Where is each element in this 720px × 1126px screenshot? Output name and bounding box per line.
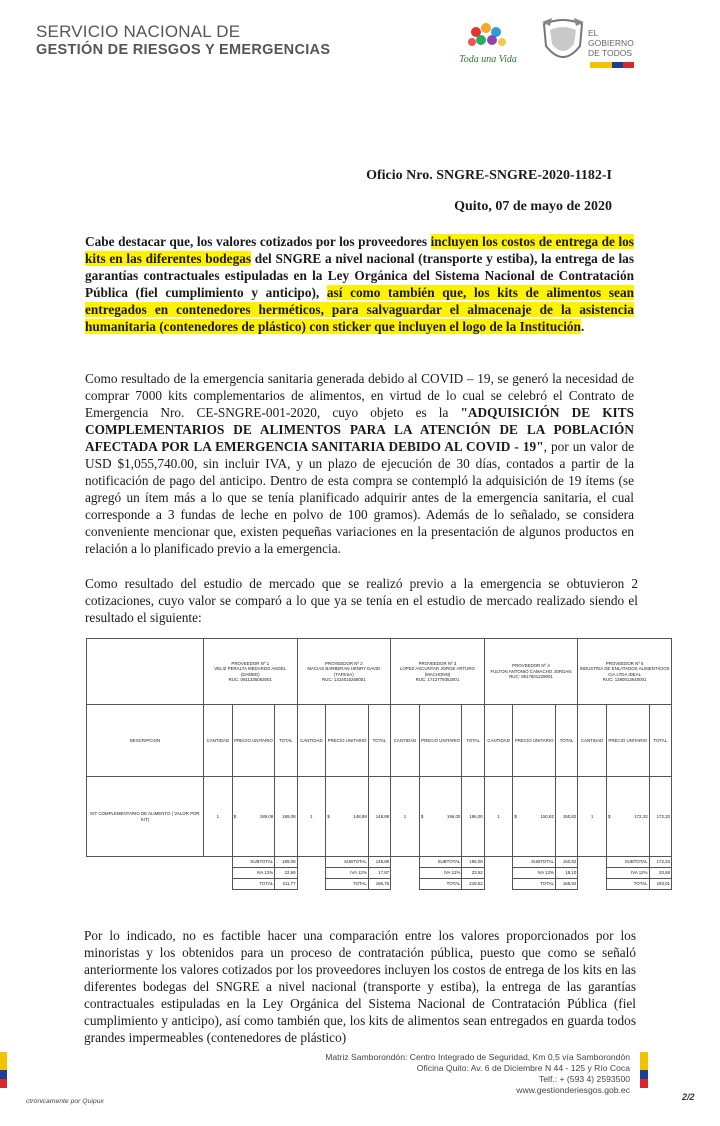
spacer-cell [203, 868, 232, 879]
iva-label: IVA 12% [326, 868, 369, 879]
spacer-cell [297, 868, 326, 879]
spacer-cell [578, 868, 607, 879]
cell-quantity: 1 [578, 777, 607, 857]
subtotal-value: 189,08 [275, 857, 297, 868]
spacer-cell [297, 879, 326, 890]
subtotal-value: 150,82 [555, 857, 577, 868]
p2-contract-object: "ADQUISICIÓN DE KITS COMPLEMENTARIOS DE ALIMENTOS PARA LA ATENCIÓN DE LA POBLACIÓN AFECTADA POR LA EMERGENCIA SANITARIA DEBIDO AL COVID - 19" [85, 405, 634, 454]
iva-label: IVA 12% [232, 868, 275, 879]
footer-address [325, 1052, 630, 1096]
total-label: TOTAL [419, 879, 462, 890]
iva-value: 18,10 [555, 868, 577, 879]
provider-name: MACIAS BARBERAN HENRY DAVID [307, 666, 381, 671]
page-number: 2/2 [682, 1092, 695, 1102]
provider-5-header [578, 639, 672, 705]
p1-highlight-a: incluyen los costos de entrega de los kits en las diferentes bodegas [85, 234, 634, 266]
subtotal-value: 172,33 [649, 857, 671, 868]
iva-value: 17,87 [368, 868, 390, 879]
footer-website: www.gestionderiesgos.gob.ec [516, 1085, 630, 1095]
gov-label-line2: GOBIERNO [588, 38, 634, 48]
column-quantity: CANTIDAD [297, 705, 326, 777]
table-header-columns [87, 705, 672, 777]
spacer-cell [391, 868, 420, 879]
paragraph-4: Por lo indicado, no es factible hacer una comparación entre los valores proporcionados por los minoristas y los obtenidos para un proceso de contratación pública, puesto que como se señaló anteriormente los valores cotizados por los proveedores incluyen los costos de entrega de los kits en las diferentes bodegas del SNGRE a nivel nacional (transporte y estiba), la entrega de las garantías contractuales estipuladas en la Ley Orgánica del Sistema Nacional de Contratación Pública (fiel cumplimiento y anticipo), así como también que, los kits de alimentos sean entregados en guarda todos grandes impermeables (contenedores de plástico) [84, 928, 636, 1045]
provider-alias: (MACHONN) [424, 671, 451, 677]
provider-alias: (TAFESA) [333, 671, 354, 677]
cell-total [649, 777, 671, 857]
subtotal-label: SUBTOTAL [513, 857, 556, 868]
toda-una-vida-logo [458, 20, 518, 74]
org-name-line2: GESTIÓN DE RIESGOS Y EMERGENCIAS [36, 42, 331, 58]
cell-unit-price [232, 777, 275, 857]
currency-sign: $ [327, 813, 330, 819]
flag-stripe [590, 62, 634, 68]
iva-row [87, 868, 672, 879]
ecuador-coat-of-arms-icon [538, 16, 588, 70]
subtotal-label: SUBTOTAL [326, 857, 369, 868]
iva-value: 23,52 [462, 868, 484, 879]
column-unit-price: PRECIO UNITARIO [513, 705, 556, 777]
cell-total [555, 777, 577, 857]
grand-total-value: 193,01 [649, 879, 671, 890]
flag-stripe-right [640, 1052, 648, 1088]
total-row [87, 879, 672, 890]
provider-ruc: RUC: 0917601229001 [509, 674, 553, 680]
provider-alias: (DAMED) [240, 671, 260, 677]
iva-label: IVA 12% [419, 868, 462, 879]
provider-ruc: RUC: 1712779352001 [415, 677, 460, 682]
total-value: 150,82 [562, 813, 577, 819]
subtotal-value: 196,00 [462, 857, 484, 868]
provider-ruc: RUC: 0911335063001 [228, 677, 272, 682]
subtotal-label: SUBTOTAL [606, 857, 649, 868]
provider-ruc: RUC: 1390013640001 [602, 677, 647, 682]
column-description: DESCRIPCION [87, 705, 204, 777]
grand-total-value: 219,52 [462, 879, 484, 890]
currency-sign: $ [233, 813, 237, 819]
item-description: KIT COMPLEMENTARIO DE ALIMENTO ( VALOR POR KIT) [87, 777, 204, 857]
column-unit-price: PRECIO UNITARIO [606, 705, 649, 777]
spacer-cell [297, 857, 326, 868]
government-label [588, 28, 634, 58]
total-value: 172,33 [656, 813, 670, 819]
provider-name: FULTON ANTONIO CAMACHO JORDAN [490, 668, 572, 674]
provider-1-header [203, 639, 297, 705]
total-value: 189,08 [282, 813, 296, 819]
p1-text-b: del SNGRE a nivel nacional (transporte y estiba), la entrega de las garantías contractuales estipuladas en la Ley Orgánica del Sistema Nacional de Contratación Pública (fiel cumplimiento y anticipo), [85, 251, 635, 300]
spacer-cell [484, 868, 513, 879]
total-label: TOTAL [326, 879, 369, 890]
provider-title: PROVEEDOR Nº 4 [512, 663, 550, 669]
grand-total-value: 168,92 [555, 879, 577, 890]
column-total: TOTAL [368, 705, 390, 777]
column-total: TOTAL [649, 705, 671, 777]
spacer-cell [87, 879, 204, 890]
spacer-cell [484, 879, 513, 890]
iva-value: 22,69 [275, 868, 297, 879]
p1-highlight-b: así como también que, los kits de alimentos sean entregados en contenedores herméticos, para salvaguardar el almacenaje de la asistencia humanitaria (contenedores de plástico) con sticker que incluyen el logo de la Institución [85, 285, 634, 334]
cell-unit-price [606, 777, 649, 857]
table-header-providers [87, 639, 672, 705]
spacer-cell [391, 879, 420, 890]
total-label: TOTAL [606, 879, 649, 890]
p1-text-c: . [580, 319, 585, 334]
unit-price-value: 148,89 [353, 813, 367, 819]
provider-title: PROVEEDOR Nº 3 [418, 660, 457, 666]
cell-quantity: 1 [484, 777, 513, 857]
column-quantity: CANTIDAD [391, 705, 420, 777]
provider-name: INDUSTRIA DE ENLATADOS ALIMENTICIOS CIA LTDA IDEAL [579, 666, 670, 677]
subtotal-row [87, 857, 672, 868]
paragraph-3: Como resultado del estudio de mercado que se realizó previo a la emergencia se obtuvieron 2 cotizaciones, cuyo valor se comparó a lo que ya se tenía en el estudio de mercado realizado siendo el resultado el siguiente: [85, 576, 638, 625]
subtotal-value: 148,89 [368, 857, 390, 868]
total-label: TOTAL [513, 879, 556, 890]
spacer-cell [391, 857, 420, 868]
provider-4-header [484, 639, 578, 705]
paragraph-2 [85, 370, 634, 557]
provider-ruc: RUC: 1314015268001 [321, 677, 366, 682]
paragraph-1 [85, 233, 634, 335]
gov-label-line3: DE TODOS [588, 48, 633, 58]
footer-address-matriz: Matriz Samborondón: Centro Integrado de Seguridad, Km 0,5 vía Samborondón [325, 1052, 630, 1062]
footer-address-quito: Oficina Quito: Av. 6 de Diciembre N 44 - 125 y Río Coca [416, 1063, 630, 1073]
footer-phone: Telf.: + (593 4) 2593500 [538, 1074, 630, 1084]
table-row [87, 777, 672, 857]
flag-stripe-left [0, 1052, 7, 1088]
total-value: 148,89 [375, 813, 390, 819]
iva-label: IVA 12% [513, 868, 556, 879]
org-name-line1: SERVICIO NACIONAL DE [36, 22, 241, 41]
quotation-comparison-table [86, 638, 672, 896]
oficio-number: Oficio Nro. SNGRE-SNGRE-2020-1182-I [366, 168, 612, 183]
spacer-cell [203, 879, 232, 890]
toda-una-vida-lettering: Toda una Vida [459, 54, 517, 65]
document-date: Quito, 07 de mayo de 2020 [454, 199, 612, 214]
column-total: TOTAL [462, 705, 484, 777]
spacer-cell [484, 857, 513, 868]
unit-price-value: 196,00 [446, 813, 461, 819]
column-unit-price: PRECIO UNITARIO [232, 705, 275, 777]
spacer-cell [87, 857, 204, 868]
p2-text-b: , por un valor de USD $1,055,740.00, sin incluir IVA, y un plazo de ejecución de 30 días, contados a partir de la notificación de pago del anticipo. Dentro de esta compra se contempló la adquisición de 19 ítems (se agregó un ítem más a lo que se tenía planificado adquirir antes de la emergencia sanitaria, el cual corresponde a 3 fundas de leche en polvo de 100 gramos). Además de lo señalado, se considera conveniente mencionar que, existen pequeñas variaciones en la presentación de algunos productos en relación a lo planificado previo a la emergencia. [85, 439, 635, 556]
column-unit-price: PRECIO UNITARIO [326, 705, 369, 777]
cell-quantity: 1 [297, 777, 326, 857]
column-quantity: CANTIDAD [203, 705, 232, 777]
column-total: TOTAL [275, 705, 297, 777]
subtotal-label: SUBTOTAL [232, 857, 275, 868]
currency-sign: $ [420, 813, 424, 819]
table-corner-cell [87, 639, 204, 705]
unit-price-value: 172,33 [634, 813, 648, 819]
provider-2-header [297, 639, 391, 705]
spacer-cell [203, 857, 232, 868]
electronic-signature-note: ctrónicamente por Quipux [26, 1098, 104, 1105]
provider-name: VELIZ PERALTA MEDARDO ANGEL [214, 666, 287, 671]
total-label: TOTAL [232, 879, 275, 890]
iva-label: IVA 12% [606, 868, 649, 879]
provider-3-header [391, 639, 485, 705]
provider-name: LOPEZ ASCUNTAR JORGE ARTURO [399, 666, 475, 671]
cell-unit-price [513, 777, 556, 857]
column-total: TOTAL [555, 705, 577, 777]
cell-unit-price [326, 777, 369, 857]
iva-value: 20,68 [649, 868, 671, 879]
cell-quantity: 1 [391, 777, 420, 857]
subtotal-label: SUBTOTAL [419, 857, 462, 868]
cell-total [275, 777, 297, 857]
spacer-cell [578, 857, 607, 868]
column-quantity: CANTIDAD [578, 705, 607, 777]
grand-total-value: 211,77 [275, 879, 297, 890]
cell-total [462, 777, 484, 857]
p2-text-a: Como resultado de la emergencia sanitaria generada debido al COVID – 19, se generó la necesidad de comprar 7000 kits complementarios de alimentos, en virtud de lo cual se celebró el Contrato de Emergencia Nro. CE-SNGRE-001-2020, cuyo objeto es la [85, 371, 634, 420]
unit-price-value: 150,82 [540, 813, 554, 819]
currency-sign: $ [607, 813, 611, 819]
currency-sign: $ [514, 813, 517, 819]
column-unit-price: PRECIO UNITARIO [419, 705, 462, 777]
cell-total [368, 777, 390, 857]
unit-price-value: 189,08 [259, 813, 274, 819]
grand-total-value: 166,76 [368, 879, 390, 890]
cell-unit-price [419, 777, 462, 857]
gov-label-line1: EL [588, 28, 599, 38]
provider-title: PROVEEDOR Nº 5 [605, 660, 644, 666]
provider-title: PROVEEDOR Nº 1 [231, 660, 270, 666]
cell-quantity: 1 [203, 777, 232, 857]
spacer-cell [87, 868, 204, 879]
p1-text-a: Cabe destacar que, los valores cotizados por los proveedores [85, 234, 431, 249]
provider-title: PROVEEDOR Nº 2 [324, 660, 363, 666]
column-quantity: CANTIDAD [484, 705, 513, 777]
total-value: 196,00 [469, 813, 483, 819]
spacer-cell [578, 879, 607, 890]
